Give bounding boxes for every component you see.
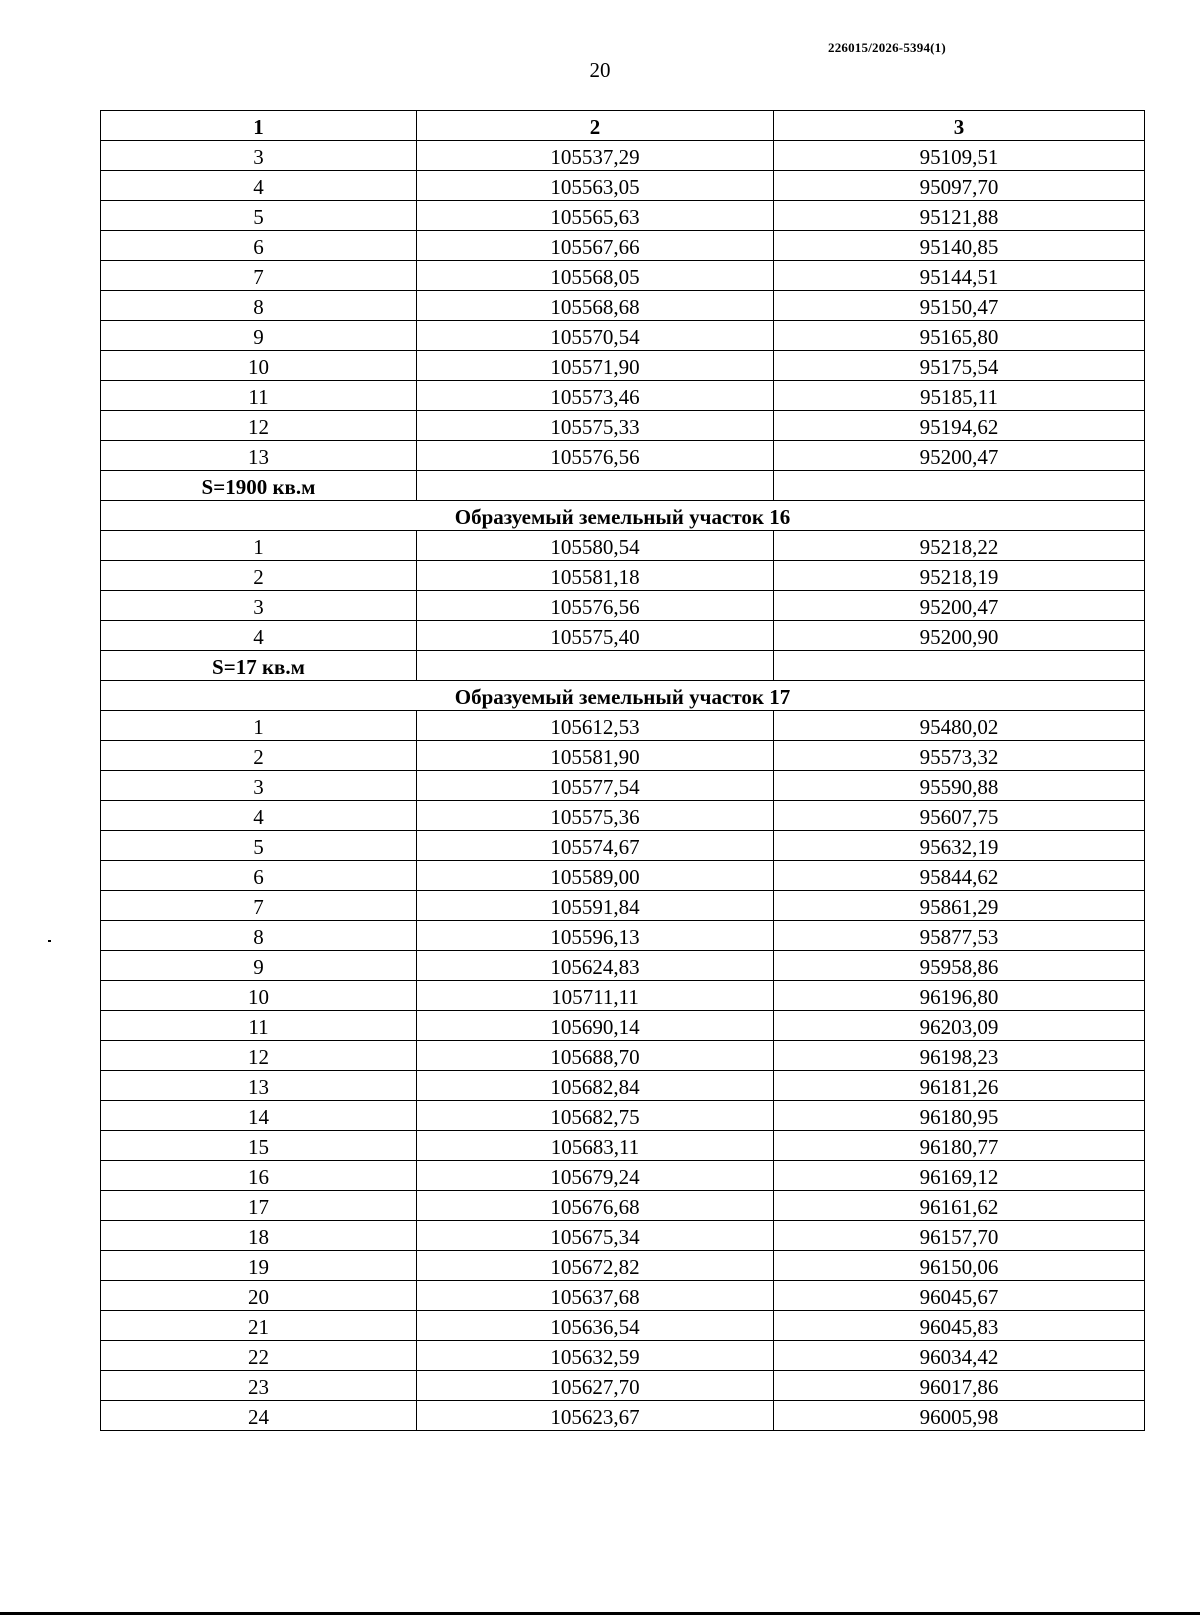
y-coordinate-cell: 95200,90 [774, 621, 1145, 651]
point-number-cell: 7 [101, 891, 417, 921]
table-row [101, 861, 1145, 891]
table-row [101, 1371, 1145, 1401]
point-number-cell: 8 [101, 291, 417, 321]
y-coordinate-cell: 96196,80 [774, 981, 1145, 1011]
point-number-cell: 6 [101, 231, 417, 261]
point-number-cell: 10 [101, 351, 417, 381]
table-row [101, 1161, 1145, 1191]
empty-cell [774, 471, 1145, 501]
table-row [101, 231, 1145, 261]
table-row [101, 1281, 1145, 1311]
table-row [101, 801, 1145, 831]
table-row [101, 441, 1145, 471]
y-coordinate-cell: 95150,47 [774, 291, 1145, 321]
point-number-cell: 5 [101, 201, 417, 231]
table-row [101, 411, 1145, 441]
point-number-cell: 21 [101, 1311, 417, 1341]
point-number-cell: 23 [101, 1371, 417, 1401]
x-coordinate-cell: 105679,24 [417, 1161, 774, 1191]
y-coordinate-cell: 95607,75 [774, 801, 1145, 831]
x-coordinate-cell: 105683,11 [417, 1131, 774, 1161]
table-row [101, 561, 1145, 591]
area-label: S=17 кв.м [101, 651, 417, 681]
y-coordinate-cell: 96045,67 [774, 1281, 1145, 1311]
y-coordinate-cell: 95097,70 [774, 171, 1145, 201]
table-row [101, 1191, 1145, 1221]
empty-cell [417, 471, 774, 501]
table-row [101, 591, 1145, 621]
x-coordinate-cell: 105580,54 [417, 531, 774, 561]
y-coordinate-cell: 95958,86 [774, 951, 1145, 981]
x-coordinate-cell: 105581,90 [417, 741, 774, 771]
section-row [101, 501, 1145, 531]
point-number-cell: 24 [101, 1401, 417, 1431]
table-row [101, 351, 1145, 381]
x-coordinate-cell: 105675,34 [417, 1221, 774, 1251]
page-bottom-rule [0, 1612, 1200, 1615]
table-row [101, 921, 1145, 951]
x-coordinate-cell: 105574,67 [417, 831, 774, 861]
table-row [101, 981, 1145, 1011]
point-number-cell: 16 [101, 1161, 417, 1191]
y-coordinate-cell: 95144,51 [774, 261, 1145, 291]
x-coordinate-cell: 105637,68 [417, 1281, 774, 1311]
x-coordinate-cell: 105632,59 [417, 1341, 774, 1371]
point-number-cell: 9 [101, 951, 417, 981]
y-coordinate-cell: 95861,29 [774, 891, 1145, 921]
x-coordinate-cell: 105577,54 [417, 771, 774, 801]
x-coordinate-cell: 105575,40 [417, 621, 774, 651]
point-number-cell: 13 [101, 441, 417, 471]
x-coordinate-cell: 105575,33 [417, 411, 774, 441]
y-coordinate-cell: 95573,32 [774, 741, 1145, 771]
point-number-cell: 12 [101, 411, 417, 441]
y-coordinate-cell: 95121,88 [774, 201, 1145, 231]
x-coordinate-cell: 105576,56 [417, 441, 774, 471]
y-coordinate-cell: 96005,98 [774, 1401, 1145, 1431]
y-coordinate-cell: 95632,19 [774, 831, 1145, 861]
section-title: Образуемый земельный участок 16 [101, 501, 1145, 531]
x-coordinate-cell: 105576,56 [417, 591, 774, 621]
table-row [101, 261, 1145, 291]
area-row [101, 471, 1145, 501]
y-coordinate-cell: 96203,09 [774, 1011, 1145, 1041]
y-coordinate-cell: 95185,11 [774, 381, 1145, 411]
point-number-cell: 4 [101, 171, 417, 201]
x-coordinate-cell: 105636,54 [417, 1311, 774, 1341]
x-coordinate-cell: 105537,29 [417, 141, 774, 171]
table-row [101, 1041, 1145, 1071]
table-row [101, 1101, 1145, 1131]
point-number-cell: 11 [101, 1011, 417, 1041]
y-coordinate-cell: 96181,26 [774, 1071, 1145, 1101]
y-coordinate-cell: 95140,85 [774, 231, 1145, 261]
point-number-cell: 4 [101, 801, 417, 831]
x-coordinate-cell: 105565,63 [417, 201, 774, 231]
table-row [101, 321, 1145, 351]
table-row [101, 1311, 1145, 1341]
table-row [101, 171, 1145, 201]
x-coordinate-cell: 105567,66 [417, 231, 774, 261]
point-number-cell: 5 [101, 831, 417, 861]
point-number-cell: 3 [101, 591, 417, 621]
section-row [101, 681, 1145, 711]
column-header-x: 2 [417, 111, 774, 141]
table-row [101, 1341, 1145, 1371]
y-coordinate-cell: 96017,86 [774, 1371, 1145, 1401]
x-coordinate-cell: 105627,70 [417, 1371, 774, 1401]
table-row [101, 621, 1145, 651]
table-row [101, 711, 1145, 741]
table-row [101, 201, 1145, 231]
page-number: 20 [589, 58, 611, 82]
point-number-cell: 2 [101, 741, 417, 771]
y-coordinate-cell: 95175,54 [774, 351, 1145, 381]
point-number-cell: 3 [101, 771, 417, 801]
x-coordinate-cell: 105570,54 [417, 321, 774, 351]
point-number-cell: 20 [101, 1281, 417, 1311]
table-row [101, 1401, 1145, 1431]
table-row [101, 1251, 1145, 1281]
point-number-cell: 1 [101, 531, 417, 561]
x-coordinate-cell: 105624,83 [417, 951, 774, 981]
x-coordinate-cell: 105612,53 [417, 711, 774, 741]
table-row [101, 1071, 1145, 1101]
y-coordinate-cell: 95844,62 [774, 861, 1145, 891]
point-number-cell: 13 [101, 1071, 417, 1101]
y-coordinate-cell: 95165,80 [774, 321, 1145, 351]
x-coordinate-cell: 105591,84 [417, 891, 774, 921]
table-row [101, 291, 1145, 321]
x-coordinate-cell: 105623,67 [417, 1401, 774, 1431]
y-coordinate-cell: 95480,02 [774, 711, 1145, 741]
y-coordinate-cell: 96161,62 [774, 1191, 1145, 1221]
column-header-number: 1 [101, 111, 417, 141]
x-coordinate-cell: 105571,90 [417, 351, 774, 381]
x-coordinate-cell: 105589,00 [417, 861, 774, 891]
empty-cell [774, 651, 1145, 681]
section-title: Образуемый земельный участок 17 [101, 681, 1145, 711]
y-coordinate-cell: 96034,42 [774, 1341, 1145, 1371]
x-coordinate-cell: 105682,75 [417, 1101, 774, 1131]
column-header-y: 3 [774, 111, 1145, 141]
y-coordinate-cell: 95590,88 [774, 771, 1145, 801]
x-coordinate-cell: 105575,36 [417, 801, 774, 831]
table-row [101, 381, 1145, 411]
point-number-cell: 4 [101, 621, 417, 651]
table-row [101, 951, 1145, 981]
table-row [101, 741, 1145, 771]
y-coordinate-cell: 96180,95 [774, 1101, 1145, 1131]
point-number-cell: 7 [101, 261, 417, 291]
x-coordinate-cell: 105581,18 [417, 561, 774, 591]
x-coordinate-cell: 105688,70 [417, 1041, 774, 1071]
coordinates-table [100, 110, 1145, 1431]
x-coordinate-cell: 105568,05 [417, 261, 774, 291]
y-coordinate-cell: 95877,53 [774, 921, 1145, 951]
point-number-cell: 17 [101, 1191, 417, 1221]
y-coordinate-cell: 96198,23 [774, 1041, 1145, 1071]
point-number-cell: 10 [101, 981, 417, 1011]
scan-mark [48, 940, 51, 942]
y-coordinate-cell: 95194,62 [774, 411, 1145, 441]
point-number-cell: 6 [101, 861, 417, 891]
x-coordinate-cell: 105711,11 [417, 981, 774, 1011]
table-row [101, 141, 1145, 171]
document-id: 226015/2026-5394(1) [828, 40, 946, 55]
point-number-cell: 22 [101, 1341, 417, 1371]
y-coordinate-cell: 95109,51 [774, 141, 1145, 171]
point-number-cell: 9 [101, 321, 417, 351]
table-row [101, 1131, 1145, 1161]
table-row [101, 891, 1145, 921]
y-coordinate-cell: 95200,47 [774, 591, 1145, 621]
table-row [101, 831, 1145, 861]
y-coordinate-cell: 95200,47 [774, 441, 1145, 471]
table-row [101, 1011, 1145, 1041]
table-row [101, 1221, 1145, 1251]
point-number-cell: 2 [101, 561, 417, 591]
x-coordinate-cell: 105682,84 [417, 1071, 774, 1101]
y-coordinate-cell: 96157,70 [774, 1221, 1145, 1251]
point-number-cell: 12 [101, 1041, 417, 1071]
x-coordinate-cell: 105676,68 [417, 1191, 774, 1221]
area-row [101, 651, 1145, 681]
x-coordinate-cell: 105568,68 [417, 291, 774, 321]
table-row [101, 771, 1145, 801]
point-number-cell: 18 [101, 1221, 417, 1251]
table-row [101, 531, 1145, 561]
point-number-cell: 19 [101, 1251, 417, 1281]
point-number-cell: 3 [101, 141, 417, 171]
point-number-cell: 8 [101, 921, 417, 951]
x-coordinate-cell: 105596,13 [417, 921, 774, 951]
y-coordinate-cell: 96180,77 [774, 1131, 1145, 1161]
y-coordinate-cell: 95218,22 [774, 531, 1145, 561]
x-coordinate-cell: 105672,82 [417, 1251, 774, 1281]
x-coordinate-cell: 105573,46 [417, 381, 774, 411]
y-coordinate-cell: 95218,19 [774, 561, 1145, 591]
area-label: S=1900 кв.м [101, 471, 417, 501]
table-header-row [101, 111, 1145, 141]
empty-cell [417, 651, 774, 681]
y-coordinate-cell: 96045,83 [774, 1311, 1145, 1341]
x-coordinate-cell: 105690,14 [417, 1011, 774, 1041]
y-coordinate-cell: 96150,06 [774, 1251, 1145, 1281]
x-coordinate-cell: 105563,05 [417, 171, 774, 201]
point-number-cell: 11 [101, 381, 417, 411]
point-number-cell: 15 [101, 1131, 417, 1161]
y-coordinate-cell: 96169,12 [774, 1161, 1145, 1191]
point-number-cell: 14 [101, 1101, 417, 1131]
point-number-cell: 1 [101, 711, 417, 741]
